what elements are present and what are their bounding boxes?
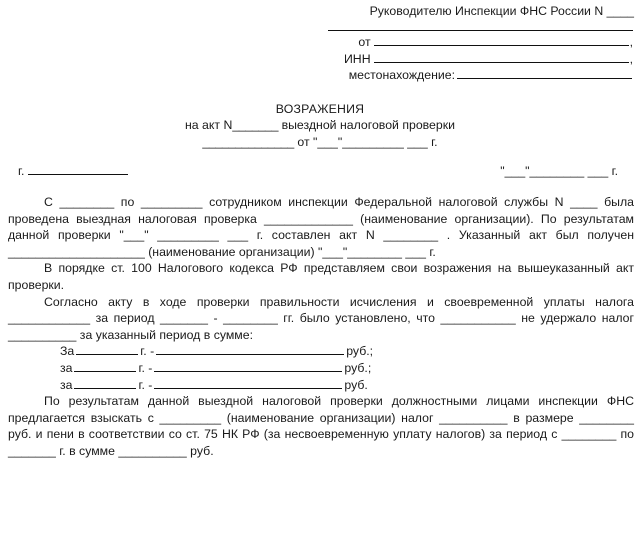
addressee-authority-line: Руководителю Инспекции ФНС России N ____ [369, 4, 634, 18]
addressee-location-field[interactable] [457, 69, 632, 79]
title-act-date: от "___"_________ ___ г. [297, 134, 438, 149]
paragraph-text: Согласно акту в ходе проверки правильности исчисления и своевременной уплаты налога ____________ за период _______ - ________ гг. было установлено, что ___________ не удержало налог __________ за указанный период в сумме: [8, 294, 634, 342]
amount-row-sum-field[interactable] [154, 361, 342, 372]
document-date-field[interactable]: "___"________ ___ г. [500, 164, 618, 178]
addressee-location-label: местонахождение: [348, 68, 455, 82]
title-act-kind: выездной налоговой проверки [281, 118, 455, 132]
addressee-inn-label: ИНН [343, 51, 371, 66]
paragraph-demanded-recovery [8, 393, 634, 459]
addressee-name-rule[interactable] [328, 20, 633, 30]
amount-row-prefix: за [60, 360, 73, 375]
title-block [0, 101, 640, 151]
paragraph-text: С ________ по _________ сотрудником инспекции Федеральной налоговой службы N ____ была проведена выездная налоговая проверка _____________ (наименование организации). По результатам данной проверки "___" _________ ___ г. составлен акт N ________ . Указанный акт был получен ____________________ (наименование организации) "___"________ ___ г. [8, 195, 634, 259]
paragraph-audit-description [8, 194, 634, 260]
city-date-row [0, 164, 640, 181]
title-subline-1 [0, 117, 640, 134]
amount-row-separator: г. - [138, 377, 153, 392]
amount-row-sum-field[interactable] [156, 345, 344, 356]
title-act-number-blank[interactable]: _______ [232, 118, 279, 132]
document-title: ВОЗРАЖЕНИЯ [275, 101, 365, 116]
amount-row-unit: руб.; [346, 344, 374, 359]
amount-row [60, 360, 634, 377]
amount-row-year-field[interactable] [74, 378, 136, 389]
amount-row-separator: г. - [140, 344, 155, 359]
addressee-from-row [0, 35, 636, 52]
amount-row-year-field[interactable] [76, 345, 138, 356]
amount-row-separator: г. - [138, 360, 153, 375]
amount-row-year-field[interactable] [74, 361, 136, 372]
amount-row-unit: руб.; [344, 360, 372, 375]
city-field-group [18, 164, 129, 179]
amount-row [60, 377, 634, 394]
amount-row [60, 343, 634, 360]
amount-row-unit: руб. [344, 377, 368, 392]
addressee-name-rule-line [0, 20, 636, 36]
addressee-block [0, 0, 640, 85]
addressee-from-comma: , [629, 35, 633, 49]
addressee-from-label: от [358, 35, 371, 49]
title-subline-2 [0, 134, 640, 151]
addressee-inn-field[interactable] [374, 52, 629, 62]
title-act-label: на акт N [185, 118, 233, 132]
paragraph-text: В порядке ст. 100 Налогового кодекса РФ представляем свои возражения на вышеуказанный акт проверки. [8, 261, 634, 292]
addressee-inn-comma: , [629, 51, 633, 66]
amount-row-sum-field[interactable] [154, 378, 342, 389]
addressee-location-row [0, 68, 636, 85]
paragraph-legal-basis [8, 260, 634, 293]
paragraph-findings [8, 294, 634, 344]
amount-row-prefix: за [60, 377, 73, 392]
document-body [0, 194, 640, 460]
addressee-inn-row [0, 52, 636, 69]
paragraph-text: По результатам данной выездной налоговой проверки должностными лицами инспекции ФНС предлагается взыскать с _________ (наименование организации) налог __________ в размере ________ руб. и пени в соответствии со ст. 75 НК РФ (за несвоевременную уплату налогов) за период с ________ по _______ г. в сумме __________ руб. [8, 394, 634, 458]
city-input-rule[interactable] [28, 165, 128, 175]
addressee-from-field[interactable] [374, 36, 629, 46]
title-act-issuer-blank[interactable]: ______________ [202, 134, 294, 149]
amount-list [8, 343, 634, 393]
city-label: г. [18, 164, 25, 178]
amount-row-prefix: За [60, 344, 75, 359]
